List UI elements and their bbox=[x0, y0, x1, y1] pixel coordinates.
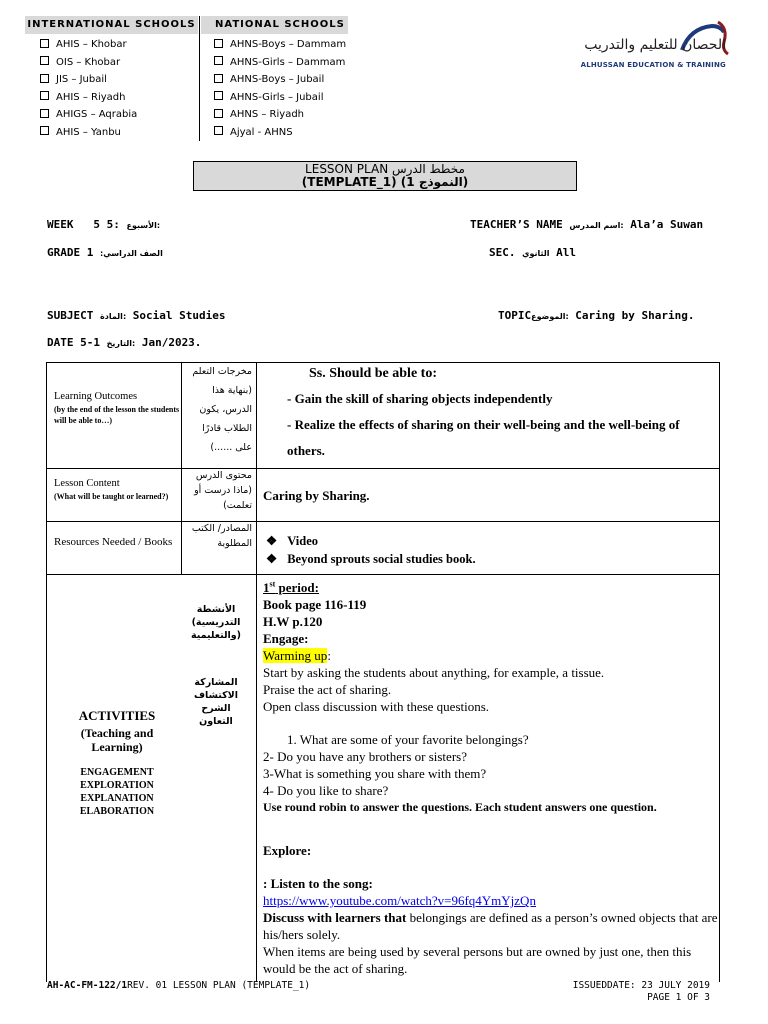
checkbox[interactable] bbox=[40, 39, 49, 48]
diamond-bullet-icon: ❖ bbox=[266, 552, 278, 566]
resources-arabic: المصادر/ الكتب المطلوبة bbox=[191, 523, 252, 549]
footer-page-number: PAGE 1 OF 3 bbox=[647, 992, 710, 1003]
school-option[interactable]: AHIS – Khobar bbox=[40, 36, 137, 54]
page-title: LESSON PLAN مخطط الدرس bbox=[305, 162, 465, 176]
table-divider bbox=[46, 574, 720, 575]
teacher-field: TEACHER’S NAME اسم المدرس: Ala’a Suwan bbox=[470, 218, 704, 231]
diamond-bullet-icon: ❖ bbox=[266, 534, 278, 548]
learning-outcomes-content: Ss. Should be able to: - Gain the skill of sharing objects independently - Realize the effects of sharing on their well-being and the well-being of others. bbox=[287, 366, 680, 458]
school-option[interactable]: AHIS – Yanbu bbox=[40, 124, 137, 142]
lesson-plan-title-box bbox=[193, 161, 577, 191]
school-option[interactable]: AHNS-Girls – Dammam bbox=[214, 54, 346, 72]
activities-content: 1st period: Book page 116-119 H.W p.120 Engage: Warming up: Start by asking the students about anything, for example, a tissue. Praise the act of sharing. Open class discussion with these questions. 1. What are some of your favorite belongings? 2- Do you have any brothers or sisters? 3-What is something you share with them? 4- Do you like to share? Use round robin to answer the questions. Each student answers one question. Explore: : Listen to the song: https://www.youtube.com/watch?v=96fq4YmYjzQn Discuss with learners that belongings are defined as a person’s owned objects that are his/hers solely. When items are being used by several persons but are owned by just one, then this would be the act of sharing. bbox=[263, 580, 718, 977]
grade-field: GRADE 1 :الصف الدراسي bbox=[47, 246, 163, 259]
school-option[interactable]: Ajyal - AHNS bbox=[214, 124, 346, 142]
checkbox[interactable] bbox=[214, 74, 223, 83]
school-option[interactable]: AHNS-Boys – Jubail bbox=[214, 71, 346, 89]
song-link[interactable]: https://www.youtube.com/watch?v=96fq4YmYjzQn bbox=[263, 893, 536, 909]
list-item: ❖ Beyond sprouts social studies book. bbox=[266, 552, 476, 566]
checkbox[interactable] bbox=[40, 109, 49, 118]
school-option[interactable]: AHNS – Riyadh bbox=[214, 106, 346, 124]
school-option[interactable]: AHNS-Boys – Dammam bbox=[214, 36, 346, 54]
list-item: ❖ Video bbox=[266, 534, 319, 548]
page-subtitle: (TEMPLATE_1) (النموذج 1) bbox=[301, 175, 469, 189]
sec-field: SEC. الثانوي All bbox=[489, 246, 576, 259]
learning-outcomes-label: Learning Outcomes (by the end of the lesson the students will be able to…) bbox=[54, 391, 180, 425]
activities-arabic-2: المشاركة الاكتشاف الشرح التعاون bbox=[193, 677, 238, 727]
national-schools-header: NATIONAL SCHOOLS bbox=[201, 16, 348, 34]
activities-label: ACTIVITIES (Teaching and Learning) ENGAGEMENT EXPLORATION EXPLANATION ELABORATION bbox=[78, 708, 156, 817]
international-schools-header: INTERNATIONAL SCHOOLS bbox=[25, 16, 198, 34]
checkbox[interactable] bbox=[40, 126, 49, 135]
lesson-content-arabic: محتوى الدرس (ماذا درست أو تعلمت) bbox=[194, 470, 252, 511]
alhussan-logo bbox=[574, 20, 734, 72]
lesson-content-label: Lesson Content (What will be taught or learned?) bbox=[54, 478, 169, 501]
checkbox[interactable] bbox=[214, 91, 223, 100]
school-divider bbox=[199, 16, 200, 141]
resources-label: Resources Needed / Books bbox=[54, 536, 173, 548]
week-field: WEEK 5 5: الأسبوع: bbox=[47, 218, 161, 231]
checkbox[interactable] bbox=[40, 74, 49, 83]
school-option[interactable]: AHNS-Girls – Jubail bbox=[214, 89, 346, 107]
footer-issued-date: ISSUEDDATE: 23 JULY 2019 bbox=[572, 980, 710, 991]
resources-list bbox=[266, 532, 476, 568]
international-school-list bbox=[40, 36, 137, 141]
school-option[interactable]: JIS – Jubail bbox=[40, 71, 137, 89]
table-divider bbox=[256, 362, 257, 982]
school-option[interactable]: AHIS – Riyadh bbox=[40, 89, 137, 107]
footer-form-code: AH-AC-FM-122/1REV. 01 LESSON PLAN (TEMPLATE_1) bbox=[47, 980, 311, 991]
lesson-content-value: Caring by Sharing. bbox=[263, 488, 370, 503]
national-school-list bbox=[214, 36, 346, 141]
activities-arabic-1: الأنشطة التدريسية) (والتعليمية bbox=[190, 604, 242, 641]
table-divider bbox=[46, 468, 720, 469]
topic-field: TOPICالموضوع: Caring by Sharing. bbox=[498, 309, 695, 322]
checkbox[interactable] bbox=[214, 126, 223, 135]
learning-outcomes-arabic: مخرجات التعلم (بنهاية هذا الدرس، يكون الطلاب قادرًا على ......) bbox=[192, 366, 252, 453]
logo-english-text: ALHUSSAN EDUCATION & TRAINING bbox=[580, 61, 726, 69]
school-option[interactable]: OIS – Khobar bbox=[40, 54, 137, 72]
checkbox[interactable] bbox=[214, 109, 223, 118]
logo-arabic-text: الحصان للتعليم والتدريب bbox=[584, 37, 726, 53]
checkbox[interactable] bbox=[40, 91, 49, 100]
checkbox[interactable] bbox=[214, 39, 223, 48]
table-divider bbox=[46, 521, 720, 522]
checkbox[interactable] bbox=[214, 56, 223, 65]
school-option[interactable]: AHIGS – Aqrabia bbox=[40, 106, 137, 124]
date-field: DATE 5-1 التاريخ: Jan/2023. bbox=[47, 336, 202, 349]
checkbox[interactable] bbox=[40, 56, 49, 65]
subject-field: SUBJECT المادة: Social Studies bbox=[47, 309, 226, 322]
